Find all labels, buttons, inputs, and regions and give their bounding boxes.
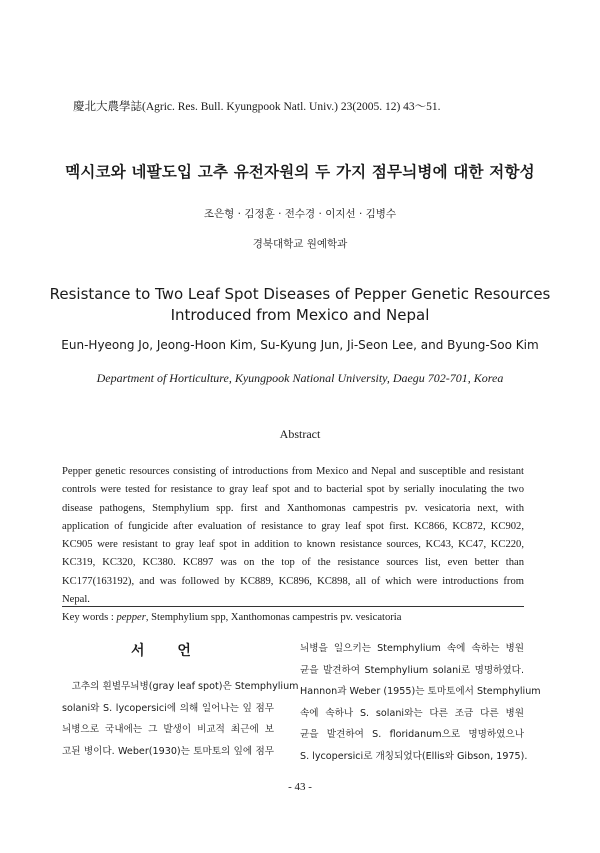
english-title <box>0 284 600 326</box>
english-title-line-2: Introduced from Mexico and Nepal <box>170 306 430 324</box>
keywords <box>62 612 401 623</box>
intro-line: 속에 속하나 S. solani와는 다른 조금 다른 병원 <box>300 707 524 719</box>
intro-line: 균을 발견하여 S. floridanum으로 명명하였으나 <box>300 729 524 740</box>
abstract-body <box>62 463 524 609</box>
english-title-line-1: Resistance to Two Leaf Spot Diseases of Pepper Genetic Resources <box>49 285 551 303</box>
intro-line: solani와 S. lycopersici에 의해 일어나는 잎 점무 <box>62 702 274 714</box>
intro-line: 늬병을 일으키는 Stemphylium 속에 속하는 병원 <box>300 643 524 654</box>
abstract-line: KC319, KC320, KC380. KC897 was on the top of the resistance sources list, even better than <box>62 557 524 569</box>
journal-citation: 慶北大農學誌(Agric. Res. Bull. Kyungpook Natl. Univ.) 23(2005. 12) 43～51. <box>73 101 441 113</box>
intro-line: 고추의 흰별무늬병(gray leaf spot)은 Stemphylium <box>62 681 299 692</box>
intro-line: 늬병으로 국내에는 그 발생이 비교적 최근에 보 <box>62 724 274 735</box>
korean-authors: 조은형 · 김정훈 · 전수경 · 이지선 · 김병수 <box>203 208 397 220</box>
abstract-line: KC905 were resistant to gray leaf spot in addition to known resistance sources, KC43, KC47, KC220, <box>62 539 524 551</box>
abstract-line: disease pathogens, Stemphylium spp. first and Xanthomonas campestris pv. vesicatoria next, with <box>62 502 524 514</box>
abstract-line: KC177(163192), and was followed by KC889, KC896, KC898, all of which were introductions from <box>62 575 524 587</box>
keywords-divider <box>62 606 524 607</box>
abstract-line: Pepper genetic resources consisting of introductions from Mexico and Nepal and susceptible and resistant <box>62 466 524 477</box>
korean-affiliation: 경북대학교 원예학과 <box>252 238 348 250</box>
abstract-heading: Abstract <box>279 427 321 441</box>
intro-line: 균을 발견하여 Stemphylium solani로 명명하였다. <box>300 664 524 676</box>
keyword-pepper: pepper <box>116 612 146 623</box>
keywords-label: Key words : <box>62 612 117 623</box>
english-authors: Eun-Hyeong Jo, Jeong-Hoon Kim, Su-Kyung Jun, Ji-Seon Lee, and Byung-Soo Kim <box>61 338 539 352</box>
korean-title: 멕시코와 네팔도입 고추 유전자원의 두 가지 점무늬병에 대한 저항성 <box>65 163 535 181</box>
intro-line: 고된 병이다. Weber(1930)는 토마토의 잎에 점무 <box>62 745 274 757</box>
intro-heading: 서 언 <box>131 643 205 659</box>
intro-right-column <box>300 638 541 767</box>
keywords-rest: , Stemphylium spp, Xanthomonas campestris pv. vesicatoria <box>145 612 402 623</box>
page-number: - 43 - <box>288 781 312 793</box>
english-affiliation: Department of Horticulture, Kyungpook National University, Daegu 702-701, Korea <box>96 371 504 385</box>
abstract-line: application of fungicide after evaluation of resistance to gray leaf spot first. KC866, KC872, KC902, <box>62 520 524 532</box>
intro-line: Hannon과 Weber (1955)는 토마토에서 Stemphylium <box>300 686 541 697</box>
abstract-line: Nepal. <box>62 594 90 606</box>
intro-left-column <box>62 638 299 762</box>
abstract-line: controls were tested for resistance to gray leaf spot and to bacterial spot by serially inoculating the two <box>62 484 524 496</box>
intro-line: S. lycopersici로 개칭되었다(Ellis와 Gibson, 1975). <box>300 750 528 762</box>
